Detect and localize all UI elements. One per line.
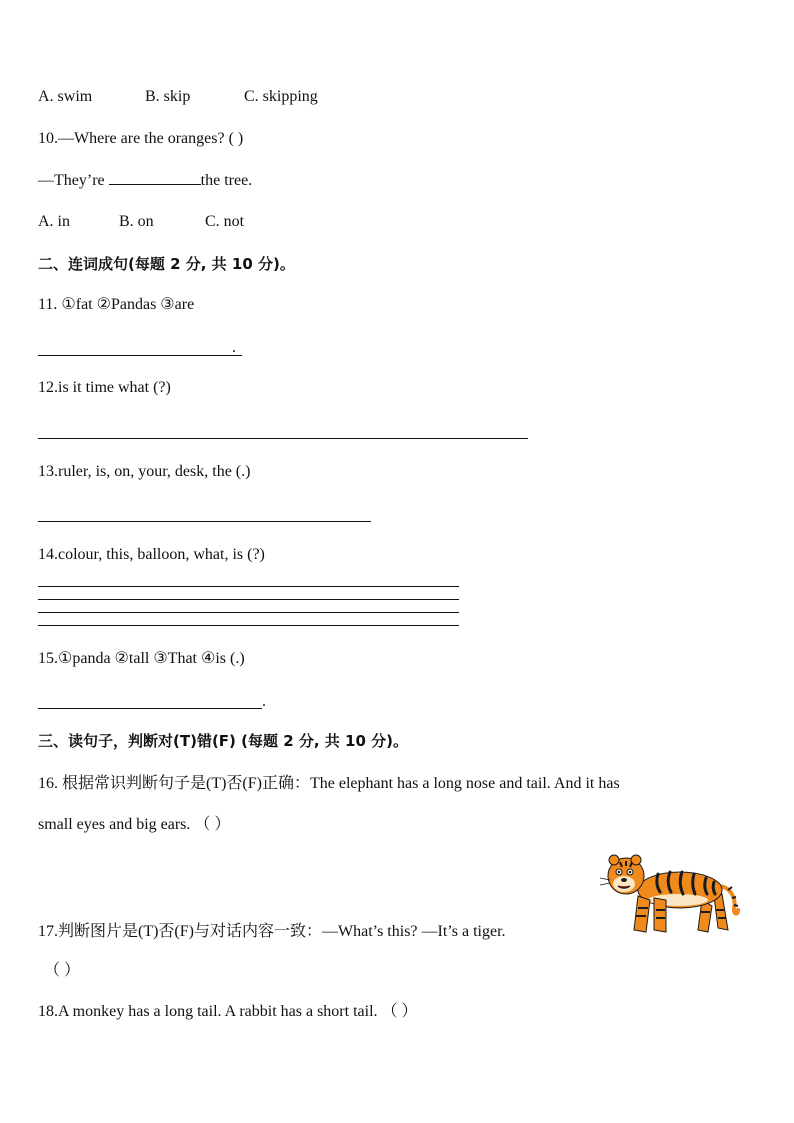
q9-option-a: A. swim <box>38 88 93 105</box>
q17-text: 17.判断图片是(T)否(F)与对话内容一致：—What’s this? —It’s a tiger. <box>38 923 506 940</box>
q10-option-a: A. in <box>38 213 70 230</box>
q14-answer-line-3[interactable] <box>38 612 459 613</box>
q12-answer-line[interactable] <box>38 438 528 439</box>
q10-question: 10.—Where are the oranges? ( ) <box>38 130 244 147</box>
tiger-image <box>598 850 740 938</box>
q9-option-c: C. skipping <box>244 88 318 105</box>
q10-blank[interactable] <box>109 170 201 185</box>
q17-answer-parens[interactable]: （ ） <box>44 962 81 979</box>
q11-answer-line[interactable] <box>38 355 242 356</box>
q15-text: 15.①panda ②tall ③That ④is (.) <box>38 650 245 667</box>
q10-answer-post: the tree. <box>200 172 253 189</box>
q13-text: 13.ruler, is, on, your, desk, the (.) <box>38 463 251 480</box>
section3-heading: 三、读句子，判断对(T)错(F) (每题 2 分, 共 10 分)。 <box>38 732 408 750</box>
q14-text: 14.colour, this, balloon, what, is (?) <box>38 546 265 563</box>
q12-text: 12.is it time what (?) <box>38 379 171 396</box>
q15-period: . <box>262 693 266 710</box>
q10-options <box>38 212 244 232</box>
q10-answer-pre: —They’re <box>38 172 109 189</box>
q15-answer-line[interactable] <box>38 708 262 709</box>
q14-answer-line-1[interactable] <box>38 586 459 587</box>
section2-heading: 二、连词成句(每题 2 分, 共 10 分)。 <box>38 255 295 273</box>
q9-options <box>38 87 318 107</box>
q10-answer-line <box>38 170 252 191</box>
q16-line1: 16. 根据常识判断句子是(T)否(F)正确：The elephant has a long nose and tail. And it has <box>38 775 620 792</box>
q10-option-b: B. on <box>119 213 154 230</box>
q10-option-c: C. not <box>205 213 245 230</box>
q11-period: . <box>232 339 236 356</box>
q13-answer-line[interactable] <box>38 521 371 522</box>
q11-text: 11. ①fat ②Pandas ③are <box>38 296 195 313</box>
q14-answer-line-4[interactable] <box>38 625 459 626</box>
q16-line2: small eyes and big ears. （ ） <box>38 816 231 833</box>
q14-answer-line-2[interactable] <box>38 599 459 600</box>
q9-option-b: B. skip <box>145 88 191 105</box>
q18-text: 18.A monkey has a long tail. A rabbit has a short tail. （ ） <box>38 1003 418 1020</box>
